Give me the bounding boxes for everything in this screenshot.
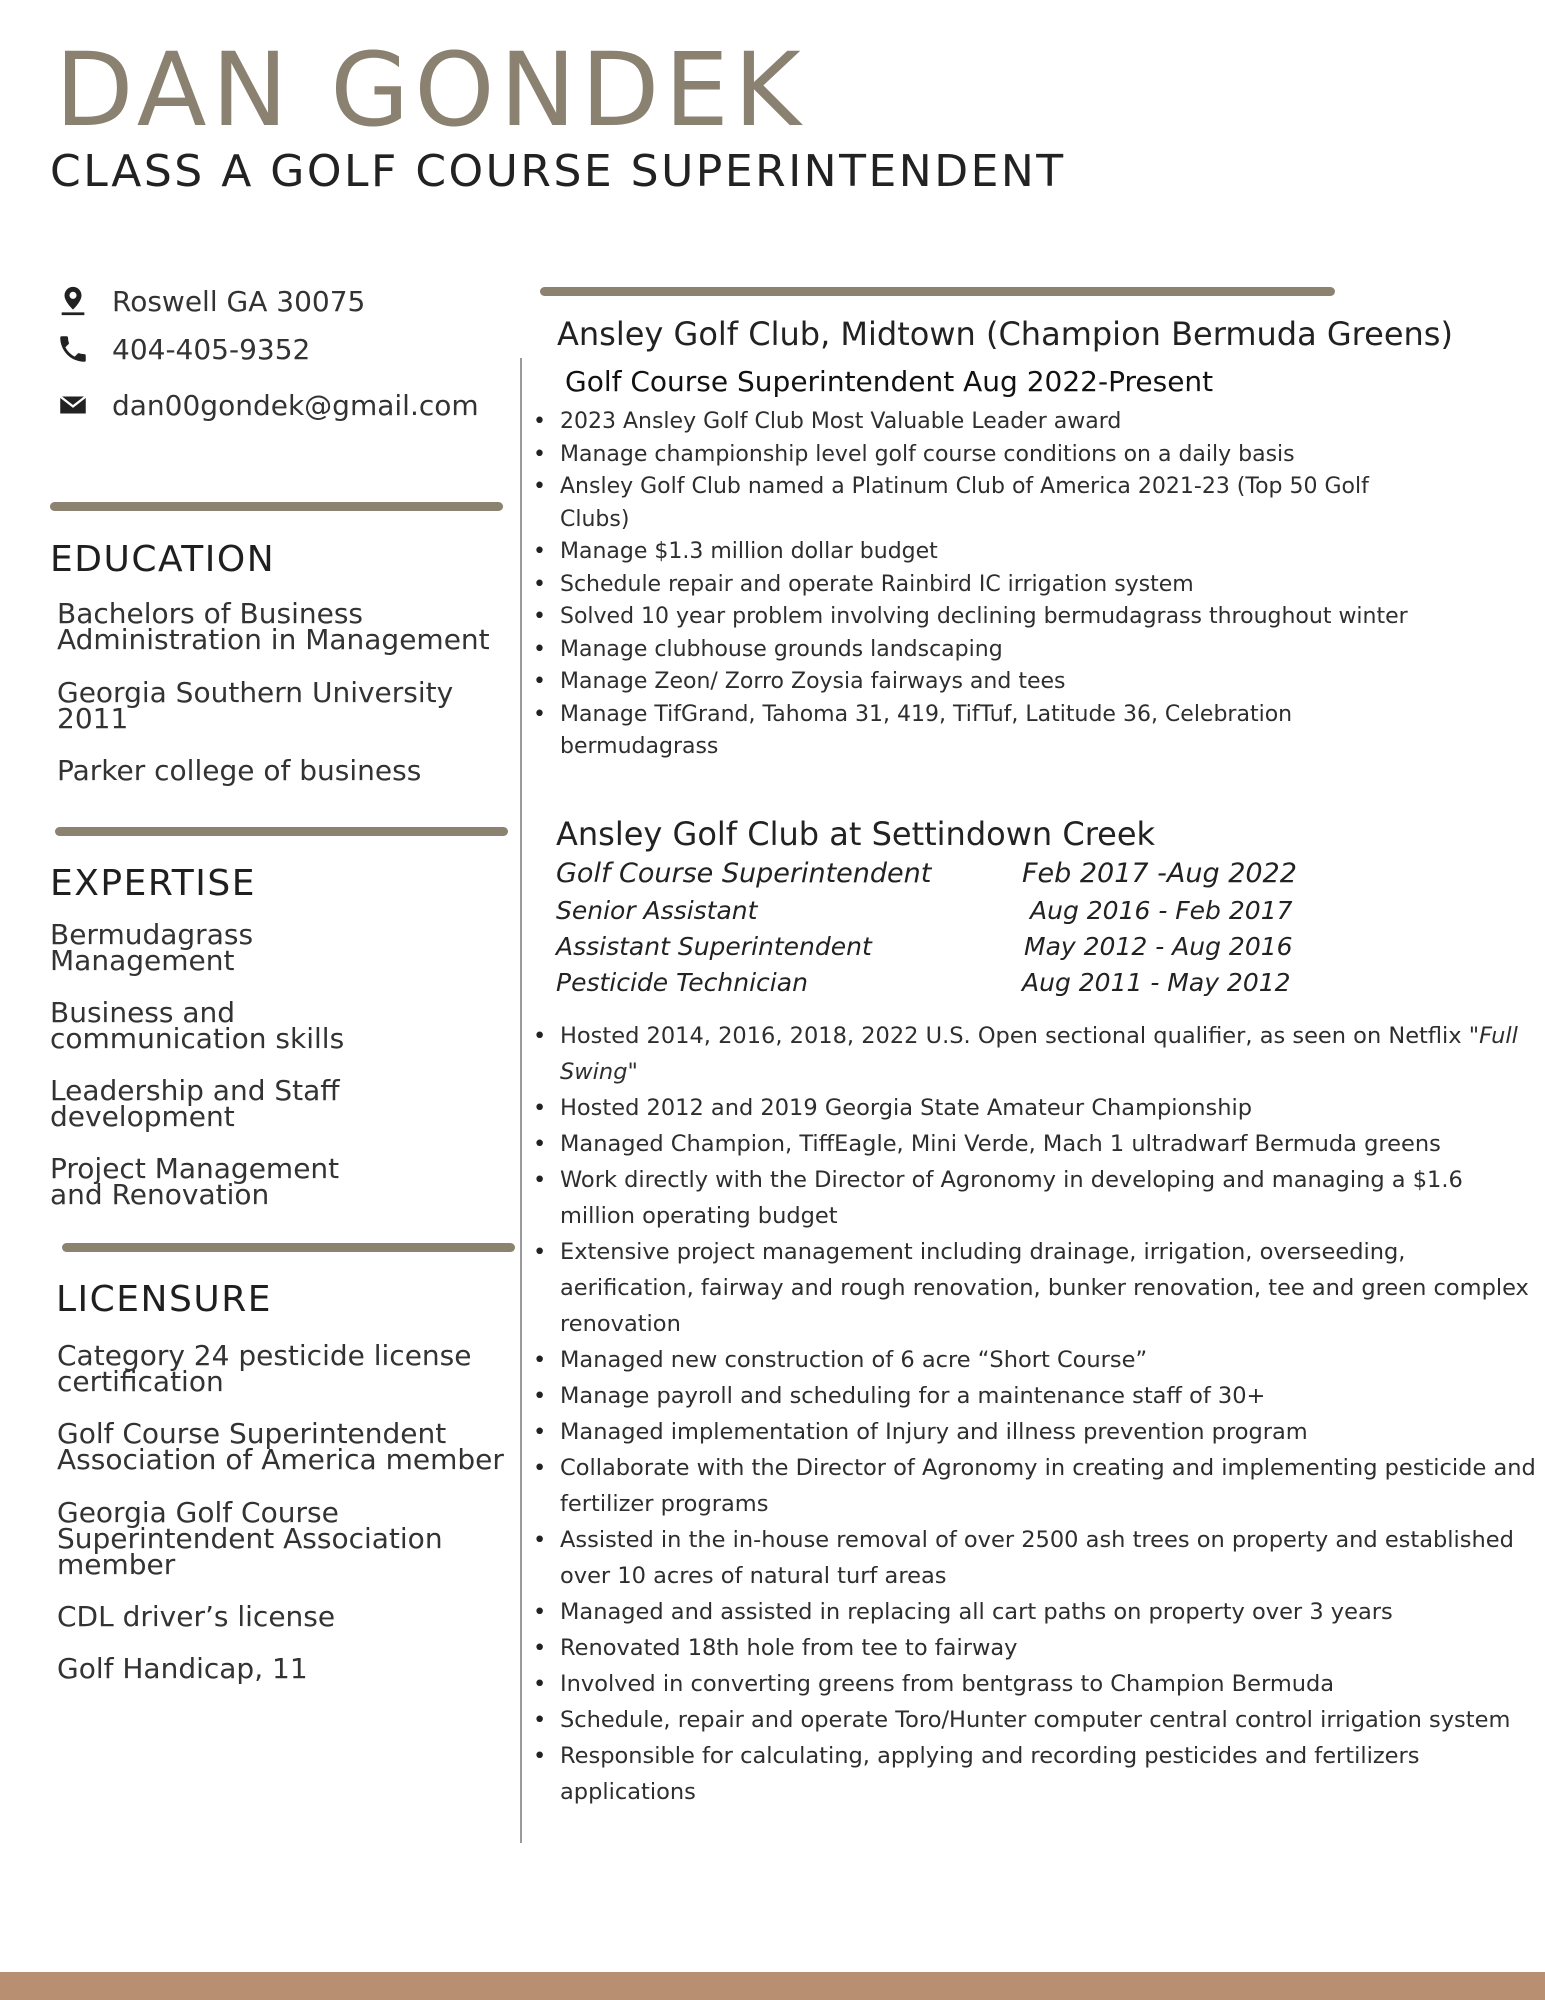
list-item: • Managed implementation of Injury and illness prevention program (528, 1414, 1540, 1450)
list-item: • Manage TifGrand, Tahoma 31, 419, TifTuf, Latitude 36, Celebration bermudagrass (528, 699, 1408, 764)
education-divider (50, 502, 503, 511)
licensure-item: Golf Course Superintendent Association of America member (57, 1417, 504, 1476)
email-text: dan00gondek@gmail.com (112, 388, 479, 422)
list-item: • Manage clubhouse grounds landscaping (528, 634, 1408, 667)
list-item: • Responsible for calculating, applying and recording pesticides and fertilizers applications (528, 1738, 1540, 1810)
list-item: • Managed new construction of 6 acre “Short Course” (528, 1342, 1540, 1378)
contact-location (56, 284, 365, 318)
licensure-heading: LICENSURE (56, 1279, 272, 1320)
expertise-item: Bermudagrass Management (50, 918, 254, 977)
list-item: • Managed Champion, TiffEagle, Mini Verde, Mach 1 ultradwarf Bermuda greens (528, 1126, 1540, 1162)
list-item: • Schedule repair and operate Rainbird IC irrigation system (528, 569, 1408, 602)
job2-role-title: Assistant Superintendent (556, 932, 872, 961)
education-school: Georgia Southern University 2011 (57, 676, 454, 735)
contact-email (56, 388, 479, 422)
list-item: • Schedule, repair and operate Toro/Hunter computer central control irrigation system (528, 1702, 1540, 1738)
location-pin-icon (56, 284, 90, 318)
candidate-name: DAN GONDEK (55, 31, 806, 150)
education-college: Parker college of business (57, 754, 422, 787)
expertise-item: Leadership and Staff development (50, 1074, 340, 1133)
licensure-item: CDL driver’s license (57, 1600, 336, 1633)
job1-employer: Ansley Golf Club, Midtown (Champion Bermuda Greens) (557, 315, 1453, 353)
list-item: • Extensive project management including drainage, irrigation, overseeding, aerification, fairway and rough renovation, bunker renovation, tee and green complex renovation (528, 1234, 1540, 1342)
job2-role-dates: Aug 2016 - Feb 2017 (1030, 896, 1293, 925)
job2-role-dates: Aug 2011 - May 2012 (1022, 968, 1291, 997)
expertise-divider (55, 827, 508, 836)
list-item: • Hosted 2012 and 2019 Georgia State Amateur Championship (528, 1090, 1540, 1126)
job2-role-title: Senior Assistant (556, 896, 758, 925)
list-item: • Work directly with the Director of Agronomy in developing and managing a $1.6 million operating budget (528, 1162, 1540, 1234)
list-item: • Collaborate with the Director of Agronomy in creating and implementing pesticide and fertilizer programs (528, 1450, 1540, 1522)
licensure-item: Golf Handicap, 11 (57, 1652, 308, 1685)
job1-position: Golf Course Superintendent Aug 2022-Present (565, 365, 1214, 398)
job2-bullet-list (528, 1018, 1540, 1810)
job2-role-dates: May 2012 - Aug 2016 (1024, 932, 1293, 961)
location-text: Roswell GA 30075 (112, 284, 366, 318)
list-item: • Manage championship level golf course conditions on a daily basis (528, 439, 1408, 472)
licensure-divider (62, 1243, 515, 1252)
education-degree: Bachelors of Business Administration in Management (57, 597, 490, 656)
expertise-item: Project Management and Renovation (50, 1152, 340, 1211)
job2-role-title: Golf Course Superintendent (556, 858, 932, 889)
list-item: • Assisted in the in-house removal of over 2500 ash trees on property and established over 10 acres of natural turf areas (528, 1522, 1540, 1594)
envelope-icon (56, 388, 90, 422)
list-item: • Renovated 18th hole from tee to fairway (528, 1630, 1540, 1666)
column-divider (520, 358, 522, 1843)
candidate-title: CLASS A GOLF COURSE SUPERINTENDENT (50, 146, 1066, 197)
expertise-heading: EXPERTISE (50, 863, 256, 904)
list-item: • Solved 10 year problem involving declining bermudagrass throughout winter (528, 601, 1408, 634)
job2-role-title: Pesticide Technician (556, 968, 808, 997)
top-right-divider (540, 287, 1335, 296)
list-item: • Ansley Golf Club named a Platinum Club of America 2021-23 (Top 50 Golf Clubs) (528, 471, 1408, 536)
list-item: • Hosted 2014, 2016, 2018, 2022 U.S. Open sectional qualifier, as seen on Netflix "Full Swing" (528, 1018, 1540, 1090)
job2-role-dates: Feb 2017 -Aug 2022 (1022, 858, 1297, 889)
phone-icon (56, 332, 90, 366)
phone-text: 404-405-9352 (112, 332, 311, 366)
list-item: • 2023 Ansley Golf Club Most Valuable Leader award (528, 406, 1408, 439)
education-heading: EDUCATION (50, 539, 276, 580)
job2-employer: Ansley Golf Club at Settindown Creek (556, 815, 1156, 853)
list-item: • Manage Zeon/ Zorro Zoysia fairways and tees (528, 666, 1408, 699)
job1-bullet-list (528, 406, 1408, 764)
licensure-item: Georgia Golf Course Superintendent Association member (57, 1496, 443, 1581)
show-title: Full Swing (560, 1023, 1518, 1085)
footer-bar (0, 1972, 1545, 2000)
list-item: • Involved in converting greens from bentgrass to Champion Bermuda (528, 1666, 1540, 1702)
list-item: • Manage payroll and scheduling for a maintenance staff of 30+ (528, 1378, 1540, 1414)
expertise-item: Business and communication skills (50, 996, 345, 1055)
list-item: • Manage $1.3 million dollar budget (528, 536, 1408, 569)
contact-phone (56, 332, 310, 366)
licensure-item: Category 24 pesticide license certification (57, 1339, 472, 1398)
list-item: • Managed and assisted in replacing all cart paths on property over 3 years (528, 1594, 1540, 1630)
